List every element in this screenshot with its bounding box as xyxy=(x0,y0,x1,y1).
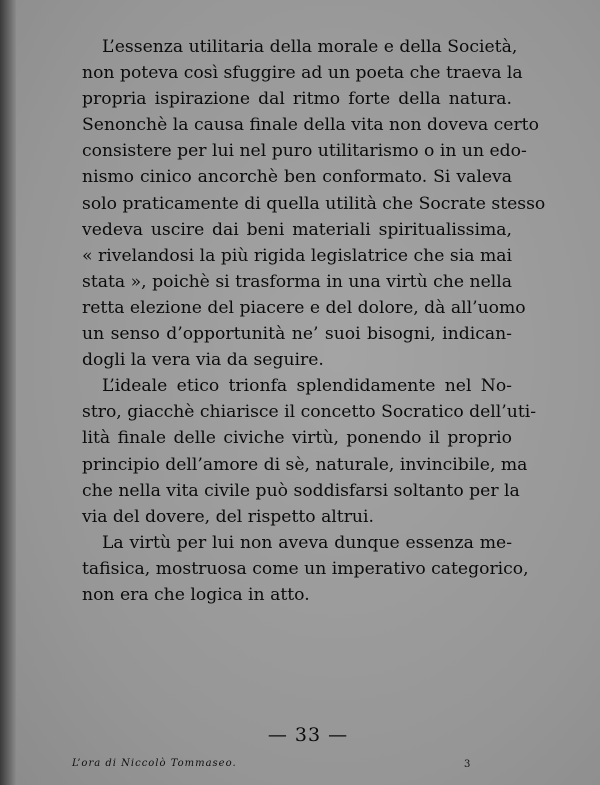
text-line: solo praticamente di quella utilità che Socrate stesso xyxy=(82,193,546,214)
text-line: tafisica, mostruosa come un imperativo categorico, xyxy=(82,558,529,579)
text-line: L’ideale etico trionfa splendidamente nel No- xyxy=(102,376,512,397)
text-line: non poteva così sfuggire ad un poeta che traeva la xyxy=(82,63,523,84)
text-line: La virtù per lui non aveva dunque essenza me- xyxy=(102,532,512,553)
text-line: dogli la vera via da seguire. xyxy=(82,350,324,371)
text-line: via del dovere, del rispetto altrui. xyxy=(82,506,374,527)
paragraph xyxy=(82,530,529,608)
book-page xyxy=(16,0,600,785)
text-line: « rivelandosi la più rigida legislatrice che sia mai xyxy=(82,245,512,266)
body-text xyxy=(82,34,546,608)
text-line: un senso d’opportunità ne’ suoi bisogni, indican- xyxy=(82,324,512,345)
text-line: consistere per lui nel puro utilitarismo o in un edo- xyxy=(82,141,527,162)
text-line: Senonchè la causa finale della vita non doveva certo xyxy=(82,115,539,136)
text-line: nismo cinico ancorchè ben conformato. Si valeva xyxy=(82,167,512,188)
text-line: vedeva uscire dai beni materiali spiritualissima, xyxy=(82,219,512,240)
text-line: propria ispirazione dal ritmo forte della natura. xyxy=(82,89,512,110)
page-number: — 33 — xyxy=(267,724,349,746)
running-title: L’ora di Niccolò Tommaseo. xyxy=(72,758,237,769)
signature-mark: 3 xyxy=(464,759,471,770)
text-line: principio dell’amore di sè, naturale, invincibile, ma xyxy=(82,454,528,475)
page-gutter-shadow xyxy=(0,0,16,785)
text-line: retta elezione del piacere e del dolore, dà all’uomo xyxy=(82,297,526,318)
text-line: lità finale delle civiche virtù, ponendo il proprio xyxy=(82,428,512,449)
text-line: non era che logica in atto. xyxy=(82,584,310,605)
text-line: che nella vita civile può soddisfarsi soltanto per la xyxy=(82,480,520,501)
paragraph xyxy=(82,373,537,530)
paragraph xyxy=(82,34,546,373)
text-line: stata », poichè si trasforma in una virtù che nella xyxy=(82,271,512,292)
text-line: stro, giacchè chiarisce il concetto Socratico dell’uti- xyxy=(82,402,537,423)
text-line: L’essenza utilitaria della morale e della Società, xyxy=(102,37,518,57)
